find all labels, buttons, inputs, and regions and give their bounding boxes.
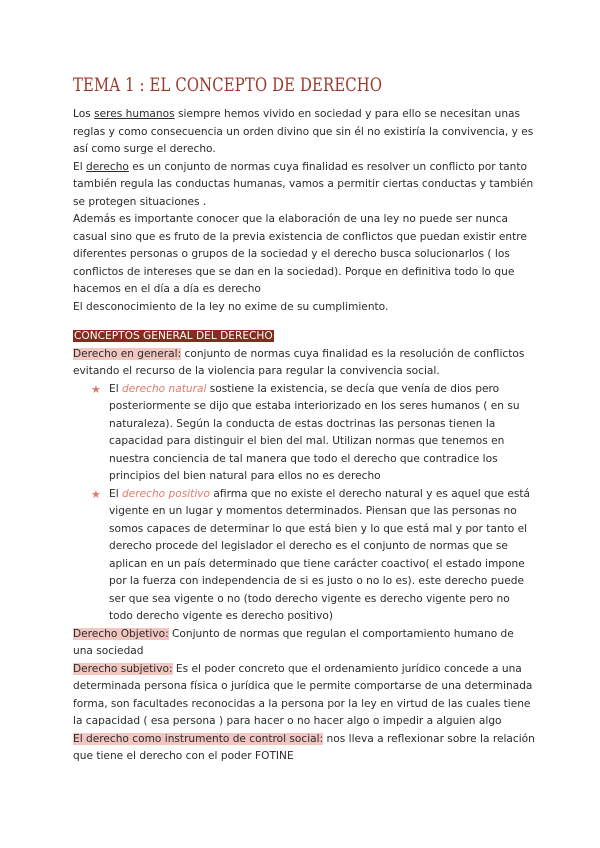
text-run: El: [73, 160, 87, 173]
objective-law-definition: [73, 626, 536, 661]
general-definition: [73, 346, 536, 381]
text-run: Los: [73, 108, 95, 120]
text-run: El: [109, 487, 123, 500]
social-control-definition: [73, 731, 536, 766]
subjective-law-definition: [73, 661, 536, 731]
highlighted-term: Derecho Objetivo:: [73, 627, 169, 640]
text-run: siempre hemos vivido en sociedad y para ello se necesitan unas reglas y como consecuencia un orden divino que sin él no existiría la convivencia, y es así como surge el derecho.: [73, 108, 534, 155]
law-types-list: [73, 381, 536, 626]
text-run: Es el poder concreto que el ordenamiento jurídico concede a una determinada persona física o jurídica que le permite comportarse de una determinada forma, son facultades reconocidas a la persona por la ley en virtud de las cuales tiene la capacidad ( esa persona ) para hacer o no hacer algo o impedir a alguien algo: [73, 662, 533, 727]
intro-paragraph-1: [73, 106, 536, 159]
italic-term: derecho natural: [122, 382, 207, 395]
text-run: es un conjunto de normas cuya finalidad es resolver un conflicto por tanto también regula las conductas humanas, vamos a permitir ciertas conductas y también se protegen situaciones .: [73, 160, 534, 208]
text-run: afirma que no existe el derecho natural y es aquel que está vigente en un lugar y momentos determinados. Piensan que las personas no somos capaces de determinar lo que está bien y lo que está mal y por tanto el derecho procede del legislador el derecho es el conjunto de normas que se aplican en un país determinado que tiene carácter coactivo( el estado impone por la fuerza con independencia de si es justo o no lo es). este derecho puede ser que sea vigente o no (todo derecho vigente es derecho vigente pero no todo derecho vigente es derecho positivo): [109, 487, 531, 622]
section-heading-line: [73, 328, 536, 346]
text-run: sostiene la existencia, se decía que venía de dios pero posteriormente se dijo que estaba interiorizado en los seres humanos ( en su naturaleza). Según la conducta de estas doctrinas las personas tienen la capacidad para distinguir el bien del mal. Utilizan normas que tenemos en nuestra conciencia de tal manera que todo el derecho que contradice los principios del bien natural para ellos no es derecho: [109, 382, 520, 482]
intro-paragraph-4: El desconocimiento de la ley no exime de su cumplimiento.: [73, 300, 389, 313]
list-item: [91, 381, 536, 486]
highlighted-term: Derecho en general:: [73, 347, 182, 360]
text-run: conjunto de normas cuya finalidad es la resolución de conflictos evitando el recurso de la violencia para regular la convivencia social.: [73, 347, 525, 377]
underlined-term: derecho: [86, 160, 129, 173]
star-icon: ★: [91, 382, 101, 396]
star-icon: ★: [91, 487, 101, 501]
text-run: nos lleva a reflexionar sobre la relación que tiene el derecho con el poder FOTINE: [73, 732, 535, 762]
italic-term: derecho positivo: [122, 487, 211, 500]
intro-paragraph-2: [73, 159, 536, 212]
list-item: [91, 486, 536, 626]
page-title: TEMA 1 : EL CONCEPTO DE DERECHO: [73, 74, 383, 96]
section-heading: CONCEPTOS GENERAL DEL DERECHO: [74, 330, 273, 342]
highlighted-term: Derecho subjetivo:: [73, 662, 173, 675]
text-run: El: [109, 382, 123, 395]
underlined-term: seres humanos: [94, 108, 175, 120]
highlighted-term: El derecho como instrumento de control social:: [73, 732, 324, 745]
intro-paragraph-3: Además es importante conocer que la elaboración de una ley no puede ser nunca casual sino que es fruto de la previa existencia de conflictos que puedan existir entre diferentes personas o grupos de la sociedad y el derecho busca solucionarlos ( los conflictos de intereses que se dan en la sociedad). Porque en definitiva todo lo que hacemos en el día a día es derecho: [73, 213, 527, 295]
text-run: Conjunto de normas que regulan el comportamiento humano de una sociedad: [73, 627, 514, 657]
concepts-section: [73, 328, 536, 766]
